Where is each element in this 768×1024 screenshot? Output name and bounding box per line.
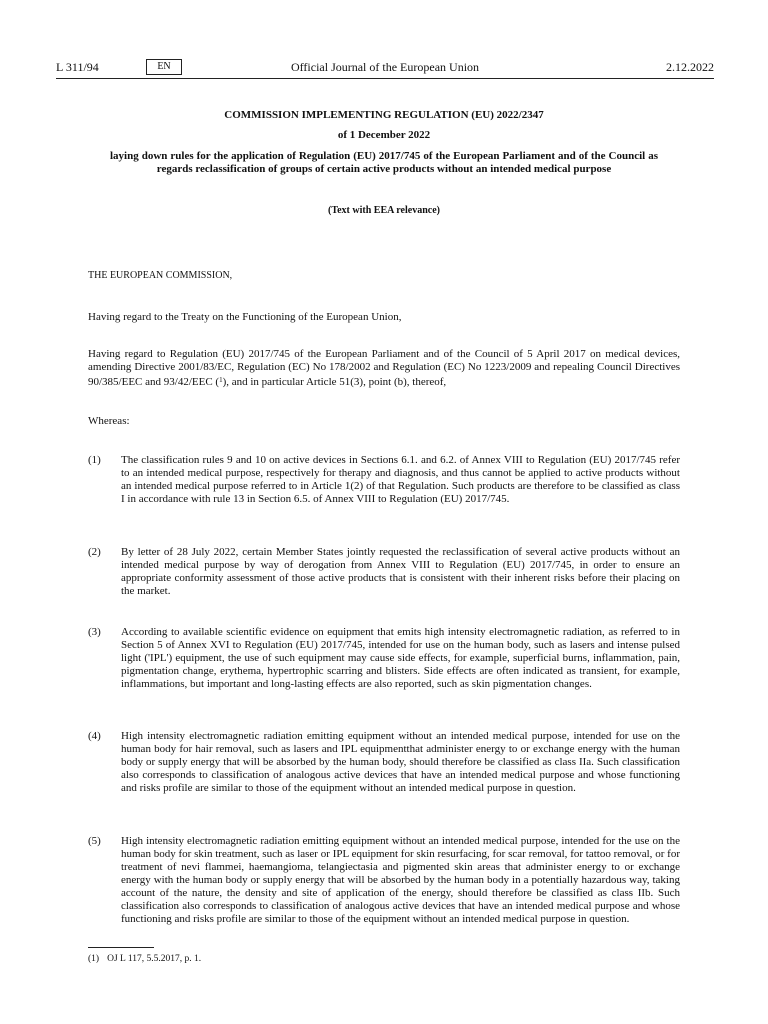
recital-text: According to available scientific evidence on equipment that emits high intensity electromagnetic radiation, as referred to in Section 5 of Annex XVI to Regulation (EU) 2017/745, intended for use on the human body, such as lasers and intense pulsed light ('IPL') equipment, the use of such equipment may cause side effects, for example, superficial burns, inflammation, pain, pigmentation change, erythema, hypertrophic scarring and blisters. Side effects are often indicated as transient, for example, inflammations, but important and long-lasting effects are also reported, such as skin pigmentation changes. bbox=[121, 626, 680, 690]
publication-date: 2.12.2022 bbox=[666, 60, 714, 74]
regulation-subject: laying down rules for the application of Regulation (EU) 2017/745 of the European Parliament and of the Council as regards reclassification of groups of certain active products without an intended medical purpose bbox=[110, 150, 658, 175]
footnote-reference[interactable]: 1 bbox=[219, 376, 223, 384]
recital-number: (3) bbox=[88, 626, 101, 638]
recital-number: (1) bbox=[88, 454, 101, 466]
regulation-citation-text: Having regard to Regulation (EU) 2017/745 of the European Parliament and of the Council of 5 April 2017 on medical devices, amending Directive 2001/83/EC, Regulation (EC) No 178/2002 and Regulation (EC) No 1223/2009 and repealing Council Directives 90/385/EEC and 93/42/EEC ( bbox=[88, 348, 680, 388]
footnote-divider bbox=[88, 947, 154, 948]
whereas-heading: Whereas: bbox=[88, 415, 130, 427]
footnote-marker: (1) bbox=[88, 954, 100, 964]
recital-number: (5) bbox=[88, 835, 101, 847]
footnote-text: OJ L 117, 5.5.2017, p. 1. bbox=[107, 954, 202, 964]
recital-text: High intensity electromagnetic radiation emitting equipment without an intended medical purpose, intended for use on the human body for hair removal, such as lasers and IPL equipmentthat administer energy to or exchange energy with the human body or supply energy that will be absorbed by the human body, should therefore be classified as class IIa. Such classification also corresponds to classification of analogous active devices that have an intended medical purpose and whose functioning and risks profile are similar to those of the equipment without an intended medical purpose in question. bbox=[121, 730, 680, 794]
journal-reference: L 311/94 bbox=[56, 60, 99, 74]
recital-text: By letter of 28 July 2022, certain Member States jointly requested the reclassification of several active products without an intended medical purpose by way of derogation from Annex VIII to Regulation (EU) 2017/745, in order to ensure an appropriate conformity assessment of those active products that is consistent with their inherent risks before their placing on the market. bbox=[121, 546, 680, 597]
regulation-title: COMMISSION IMPLEMENTING REGULATION (EU) 2022/2347 bbox=[224, 109, 544, 121]
recital-text: High intensity electromagnetic radiation emitting equipment without an intended medical purpose, intended for the use on the human body for skin treatment, such as laser or IPL equipment for skin resurfacing, for scar removal, for tattoo removal, or for treatment of nevi flammei, haemangioma, telangiectasia and pigmented skin areas that administer energy to or exchange energy with the human body or supply energy that will be absorbed by the human body in a potentially hazardous way, taking account of the nature, the density and site of application of the energy, should therefore be classified as class IIb. Such classification also corresponds to classification of analogous active devices that have an intended medical purpose and whose functioning and risks profile are similar to those of the equipment without an intended medical purpose in question. bbox=[121, 835, 680, 925]
recital-number: (2) bbox=[88, 546, 101, 558]
recital-number: (4) bbox=[88, 730, 101, 742]
journal-header bbox=[56, 58, 714, 79]
recital-text: The classification rules 9 and 10 on active devices in Sections 6.1. and 6.2. of Annex VIII to Regulation (EU) 2017/745 refer to an intended medical purpose, respectively for therapy and diagnosis, and thus cannot be applied to active products without an intended medical purpose referred to in Article 1(2) of that Regulation. Such products are therefore to be classified as class I in accordance with rule 13 in Section 6.5. of Annex VIII to Regulation (EU) 2017/745. bbox=[121, 454, 680, 505]
regulation-citation bbox=[88, 348, 680, 389]
journal-title: Official Journal of the European Union bbox=[290, 60, 480, 74]
treaty-citation: Having regard to the Treaty on the Functioning of the European Union, bbox=[88, 311, 402, 323]
regulation-citation-text-end: ), and in particular Article 51(3), point (b), thereof, bbox=[222, 376, 447, 388]
eea-relevance: (Text with EEA relevance) bbox=[328, 205, 440, 216]
regulation-date: of 1 December 2022 bbox=[337, 129, 431, 141]
language-badge: EN bbox=[146, 59, 182, 75]
commission-heading: THE EUROPEAN COMMISSION, bbox=[88, 270, 233, 281]
footnote bbox=[88, 954, 201, 964]
